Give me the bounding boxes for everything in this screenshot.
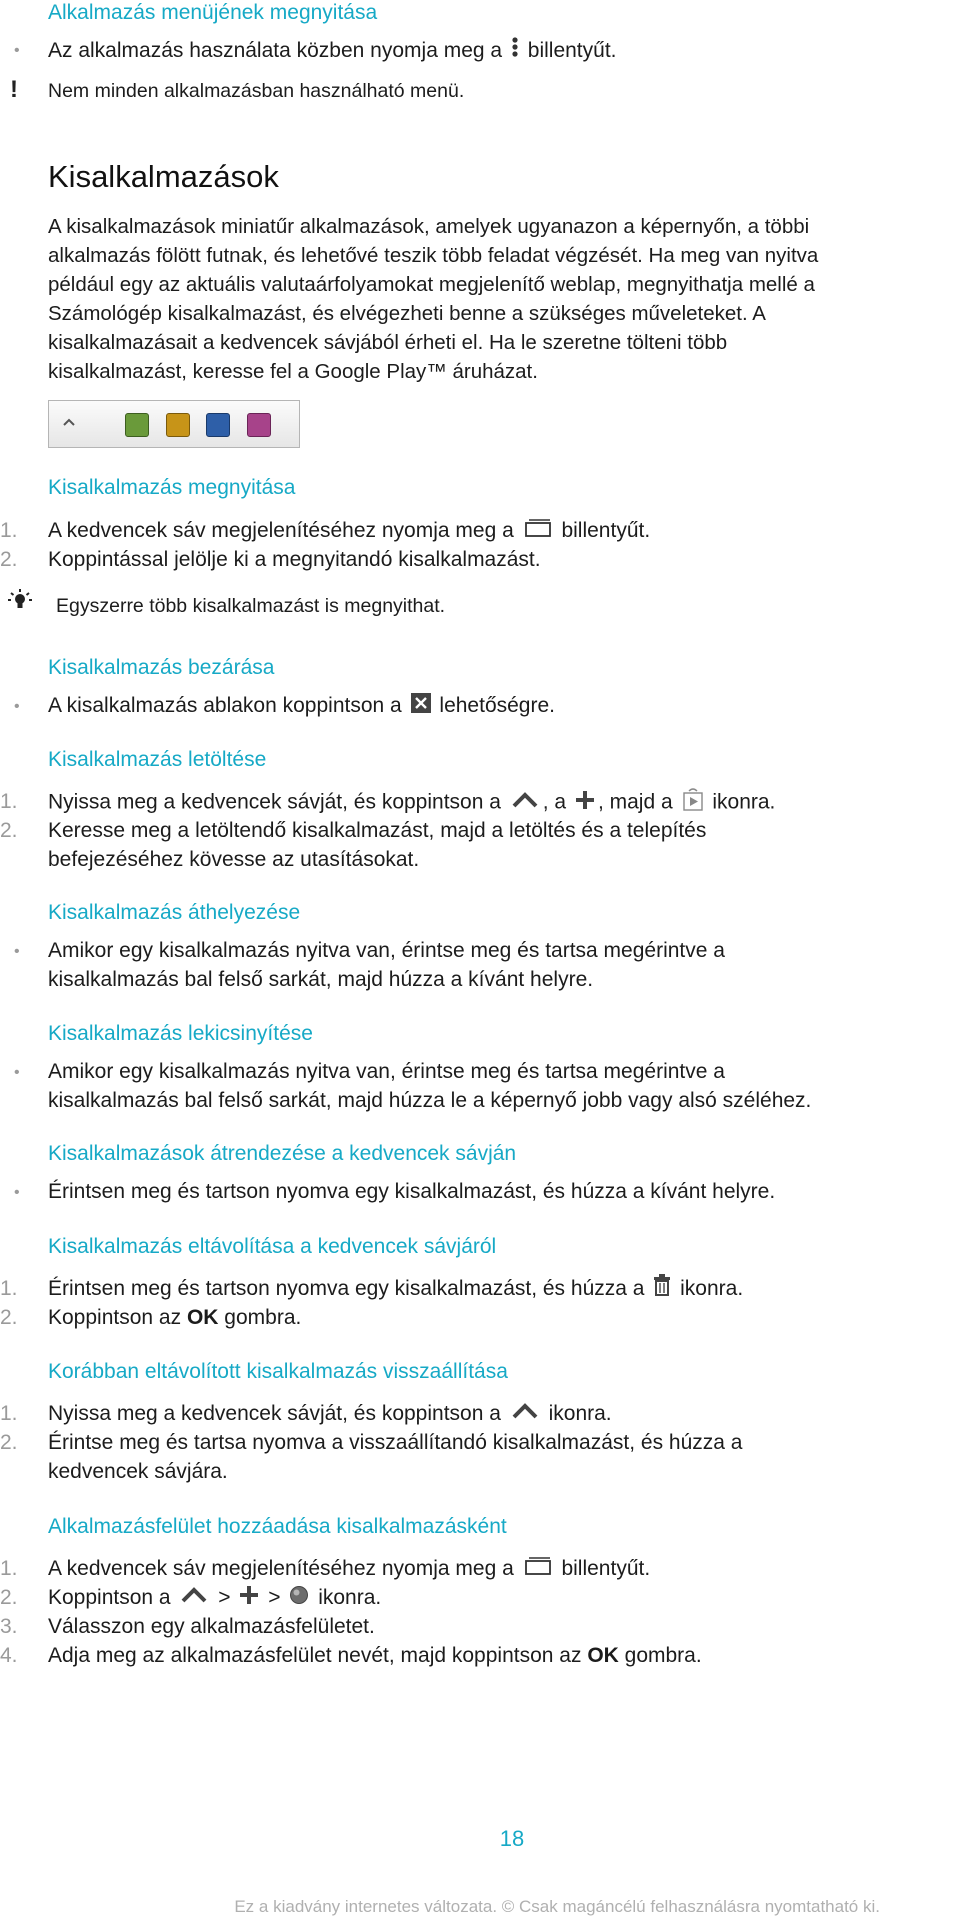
restore-step-1: Nyissa meg a kedvencek sávját, és koppintson a ikonra.	[48, 1399, 612, 1429]
subheading-download-small-app: Kisalkalmazás letöltése	[48, 748, 267, 771]
intro-line-4: Számológép kisalkalmazást, és elvégezheti benne a szükséges műveleteket. A	[48, 302, 766, 325]
download-step-2-line-2: befejezéséhez kövesse az utasításokat.	[48, 848, 420, 871]
page-number: 18	[499, 1826, 525, 1851]
play-store-icon	[682, 787, 704, 819]
download-step-2-line-1: Keresse meg a letöltendő kisalkalmazást, majd a letöltés és a telepítés	[48, 819, 707, 842]
step-number: 1.	[0, 1402, 18, 1425]
subheading-move-small-app: Kisalkalmazás áthelyezése	[48, 901, 301, 924]
intro-line-3: például egy az aktuális valutaárfolyamokat megjelenítő weblap, megnyithatja mellé a	[48, 273, 815, 296]
bullet-marker: •	[14, 1064, 20, 1081]
app-icon-green	[125, 413, 149, 437]
step-number: 2.	[0, 1586, 18, 1609]
close-x-icon	[411, 692, 431, 721]
recent-apps-icon	[523, 517, 553, 546]
app-icon-calculator	[206, 413, 230, 437]
move-line-1: Amikor egy kisalkalmazás nyitva van, érintse meg és tartsa megérintve a	[48, 939, 725, 962]
recent-apps-icon	[523, 1555, 553, 1584]
plus-icon	[239, 1584, 259, 1613]
remove-step-2: Koppintson az OK gombra.	[48, 1306, 302, 1329]
widget-step-3: Válasszon egy alkalmazásfelületet.	[48, 1615, 375, 1638]
chevron-up-icon	[510, 1400, 540, 1429]
subheading-open-menu: Alkalmazás menüjének megnyitása	[48, 1, 378, 24]
subheading-minimize-small-app: Kisalkalmazás lekicsinyítése	[48, 1022, 313, 1045]
open-step-2: Koppintással jelölje ki a megnyitandó kisalkalmazást.	[48, 548, 541, 571]
subheading-restore-small-app: Korábban eltávolított kisalkalmazás visszaállítása	[48, 1360, 508, 1383]
open-step-1: A kedvencek sáv megjelenítéséhez nyomja meg a billentyűt.	[48, 516, 650, 546]
step-number: 2.	[0, 1431, 18, 1454]
widget-step-2: Koppintson a > > ikonra.	[48, 1583, 381, 1613]
minimize-line-1: Amikor egy kisalkalmazás nyitva van, érintse meg és tartsa megérintve a	[48, 1060, 725, 1083]
trash-icon	[653, 1274, 671, 1304]
plus-icon	[575, 789, 595, 818]
subheading-open-small-app: Kisalkalmazás megnyitása	[48, 476, 296, 499]
subheading-remove-small-app: Kisalkalmazás eltávolítása a kedvencek sávjáról	[48, 1235, 497, 1258]
restore-step-2-line-2: kedvencek sávjára.	[48, 1460, 228, 1483]
bullet-marker: •	[14, 943, 20, 960]
menu-instruction: Az alkalmazás használata közben nyomja meg a billentyűt.	[48, 36, 616, 66]
subheading-rearrange-small-apps: Kisalkalmazások átrendezése a kedvencek sávján	[48, 1142, 517, 1165]
ok-label: OK	[587, 1644, 619, 1667]
step-number: 2.	[0, 548, 18, 571]
bullet-marker: •	[14, 42, 20, 59]
remove-step-1: Érintsen meg és tartson nyomva egy kisalkalmazást, és húzza a ikonra.	[48, 1274, 743, 1304]
rearrange-line: Érintsen meg és tartson nyomva egy kisalkalmazást, és húzza a kívánt helyre.	[48, 1180, 776, 1203]
warning-icon: !	[10, 76, 18, 103]
bullet-marker: •	[14, 1184, 20, 1201]
close-instruction: A kisalkalmazás ablakon koppintson a lehetőségre.	[48, 691, 555, 721]
chevron-up-icon	[61, 409, 77, 440]
minimize-line-2: kisalkalmazás bal felső sarkát, majd húzza le a képernyő jobb vagy alsó széléhez.	[48, 1089, 812, 1112]
widget-step-1: A kedvencek sáv megjelenítéséhez nyomja meg a billentyűt.	[48, 1554, 650, 1584]
step-number: 4.	[0, 1644, 18, 1667]
download-step-1: Nyissa meg a kedvencek sávját, és koppintson a , a , majd a ikonra.	[48, 787, 775, 819]
widget-globe-icon	[289, 1584, 309, 1613]
intro-line-6: kisalkalmazást, keresse fel a Google Play™ áruházat.	[48, 360, 538, 383]
menu-dots-icon	[511, 36, 519, 66]
intro-line-5: kisalkalmazásait a kedvencek sávjából érheti el. Ha le szeretne tölteni több	[48, 331, 728, 354]
step-number: 2.	[0, 1306, 18, 1329]
step-number: 3.	[0, 1615, 18, 1638]
intro-line-2: alkalmazás fölött futnak, és lehetővé teszik több feladat végzését. Ha meg van nyitva	[48, 244, 819, 267]
step-number: 1.	[0, 790, 18, 813]
tip-lightbulb-icon	[8, 588, 32, 619]
widget-step-4: Adja meg az alkalmazásfelület nevét, majd koppintson az OK gombra.	[48, 1644, 702, 1667]
step-number: 2.	[0, 819, 18, 842]
favourites-bar-image	[48, 400, 300, 448]
app-icon-clock	[166, 413, 190, 437]
chevron-up-icon	[510, 789, 540, 818]
chevron-up-icon	[179, 1584, 209, 1613]
subheading-close-small-app: Kisalkalmazás bezárása	[48, 656, 275, 679]
footer-note: Ez a kiadvány internetes változata. © Csak magáncélú felhasználásra nyomtatható ki.	[234, 1897, 880, 1916]
step-number: 1.	[0, 519, 18, 542]
ok-label: OK	[186, 1306, 219, 1329]
move-line-2: kisalkalmazás bal felső sarkát, majd húzza a kívánt helyre.	[48, 968, 594, 991]
menu-note: Nem minden alkalmazásban használható menü.	[48, 80, 465, 102]
open-tip: Egyszerre több kisalkalmazást is megnyithat.	[56, 595, 446, 617]
bullet-marker: •	[14, 698, 20, 715]
subheading-add-widget: Alkalmazásfelület hozzáadása kisalkalmazásként	[48, 1515, 507, 1538]
intro-line-1: A kisalkalmazások miniatűr alkalmazások, amelyek ugyanazon a képernyőn, a többi	[48, 215, 810, 238]
app-icon-notes	[247, 413, 271, 437]
step-number: 1.	[0, 1557, 18, 1580]
step-number: 1.	[0, 1277, 18, 1300]
page-title: Kisalkalmazások	[48, 159, 279, 194]
restore-step-2-line-1: Érintse meg és tartsa nyomva a visszaállítandó kisalkalmazást, és húzza a	[48, 1431, 743, 1454]
